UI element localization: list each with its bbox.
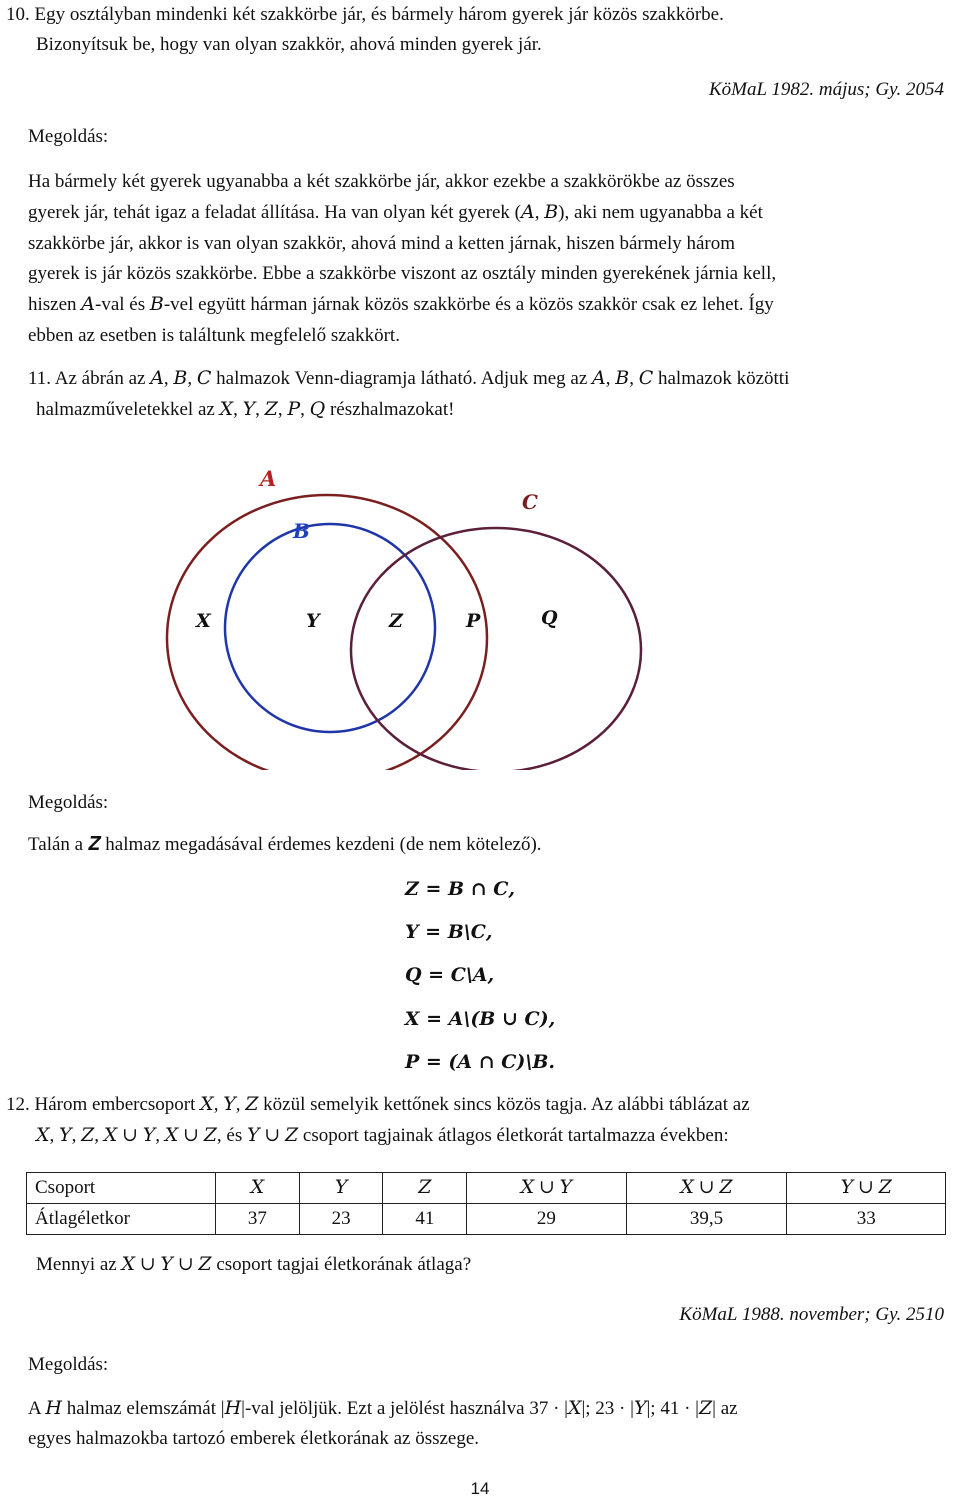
- equation-z: 𝒁 = 𝑩 ∩ 𝑪,: [405, 878, 515, 900]
- problem-12-solution-line2: egyes halmazokba tartozó emberek életkorának az összege.: [28, 1428, 480, 1449]
- table-cell: 𝑌 ∪ 𝑍: [787, 1173, 946, 1204]
- problem-10-line2: Bizonyítsuk be, hogy van olyan szakkör, ahová minden gyerek jár.: [36, 34, 542, 55]
- problem-12-source: KöMaL 1988. november; Gy. 2510: [679, 1304, 944, 1325]
- problem-11-line2: halmazműveletekkel az 𝑋, 𝑌, 𝑍, 𝑃, 𝑄 részhalmazokat!: [36, 399, 455, 420]
- set-a-circle: [167, 495, 487, 770]
- table-cell: 𝑋 ∪ 𝑌: [467, 1173, 626, 1204]
- set-c-circle: [351, 528, 641, 770]
- table-cell: Átlagéletkor: [27, 1204, 216, 1235]
- problem-10-source: KöMaL 1982. május; Gy. 2054: [708, 79, 944, 100]
- problem-10-solution-line5: hiszen 𝐴-val és 𝐵-vel együtt hárman járnak közös szakkörbe és a közös szakkör csak ez lehet. Így: [28, 294, 774, 315]
- problem-10-solution-heading: Megoldás:: [28, 126, 109, 147]
- table-row: [27, 1204, 946, 1235]
- problem-10-solution-line6: ebben az esetben is találtunk megfelelő szakkört.: [28, 325, 400, 346]
- region-z-label: Z: [389, 610, 403, 632]
- problem-12-question: Mennyi az 𝑋 ∪ 𝑌 ∪ 𝑍 csoport tagjai életkorának átlaga?: [36, 1254, 472, 1275]
- table-cell: 29: [467, 1204, 626, 1235]
- set-c-label: C: [522, 490, 538, 514]
- table-cell: 𝑋: [216, 1173, 300, 1204]
- age-table: [26, 1172, 946, 1235]
- table-cell: 23: [299, 1204, 383, 1235]
- problem-10-solution-line1: Ha bármely két gyerek ugyanabba a két szakkörbe jár, akkor ezekbe a szakkörökbe az összes: [28, 171, 735, 192]
- problem-12-solution-heading: Megoldás:: [28, 1354, 109, 1375]
- problem-10-solution-line3: szakkörbe jár, akkor is van olyan szakkör, ahová mind a ketten járnak, hiszen bármely három: [28, 233, 736, 254]
- problem-10-line1: 10. Egy osztályban mindenki két szakkörbe jár, és bármely három gyerek jár közös szakkörbe.: [6, 4, 724, 25]
- venn-diagram: [0, 440, 960, 770]
- equation-p: 𝑷 = (𝑨 ∩ 𝑪)\𝑩.: [404, 1051, 556, 1073]
- problem-12-line1: 12. Három embercsoport 𝑋, 𝑌, 𝑍 közül semelyik kettőnek sincs közös tagja. Az alábbi táblázat az: [6, 1094, 750, 1115]
- problem-11-intro: Talán a 𝒁 halmaz megadásával érdemes kezdeni (de nem kötelező).: [28, 834, 542, 855]
- problem-11-line1: 11. Az ábrán az 𝐴, 𝐵, 𝐶 halmazok Venn-diagramja látható. Adjuk meg az 𝐴, 𝐵, 𝐶 halmazok közötti: [28, 368, 790, 389]
- table-cell: 𝑍: [383, 1173, 467, 1204]
- table-cell: 39,5: [626, 1204, 787, 1235]
- region-q-label: Q: [541, 607, 558, 629]
- equation-x: 𝑿 = 𝑨\(𝑩 ∪ 𝑪),: [404, 1008, 556, 1030]
- page-number: 14: [470, 1479, 490, 1498]
- table-cell: Csoport: [27, 1173, 216, 1204]
- table-cell: 37: [216, 1204, 300, 1235]
- region-p-label: P: [466, 610, 481, 632]
- region-y-label: Y: [306, 610, 320, 632]
- problem-12-line2: 𝑋, 𝑌, 𝑍, 𝑋 ∪ 𝑌, 𝑋 ∪ 𝑍, és 𝑌 ∪ 𝑍 csoport tagjainak átlagos életkorát tartalmazza években:: [36, 1125, 729, 1146]
- problem-10-solution-line2: gyerek jár, tehát igaz a feladat állítása. Ha van olyan két gyerek (𝐴, 𝐵), aki nem ugyanabba a két: [28, 202, 763, 223]
- problem-10-solution-line4: gyerek is jár közös szakkörbe. Ebbe a szakkörbe viszont az osztály minden gyerekének járnia kell,: [28, 263, 777, 284]
- problem-11-solution-heading: Megoldás:: [28, 792, 109, 813]
- region-x-label: X: [196, 610, 211, 632]
- table-cell: 33: [787, 1204, 946, 1235]
- equation-q: 𝑸 = 𝑪\𝑨,: [405, 964, 495, 986]
- table-cell: 41: [383, 1204, 467, 1235]
- table-header-row: [27, 1173, 946, 1204]
- set-b-label: B: [293, 519, 310, 543]
- equation-y: 𝒀 = 𝑩\𝑪,: [405, 921, 493, 943]
- problem-12-solution-line1: A 𝐻 halmaz elemszámát |𝐻|-val jelöljük. Ezt a jelölést használva 37 · |𝑋|; 23 · |𝑌|; 41 · |𝑍| az: [28, 1398, 738, 1419]
- set-a-label: A: [260, 466, 277, 491]
- table-cell: 𝑌: [299, 1173, 383, 1204]
- table-cell: 𝑋 ∪ 𝑍: [626, 1173, 787, 1204]
